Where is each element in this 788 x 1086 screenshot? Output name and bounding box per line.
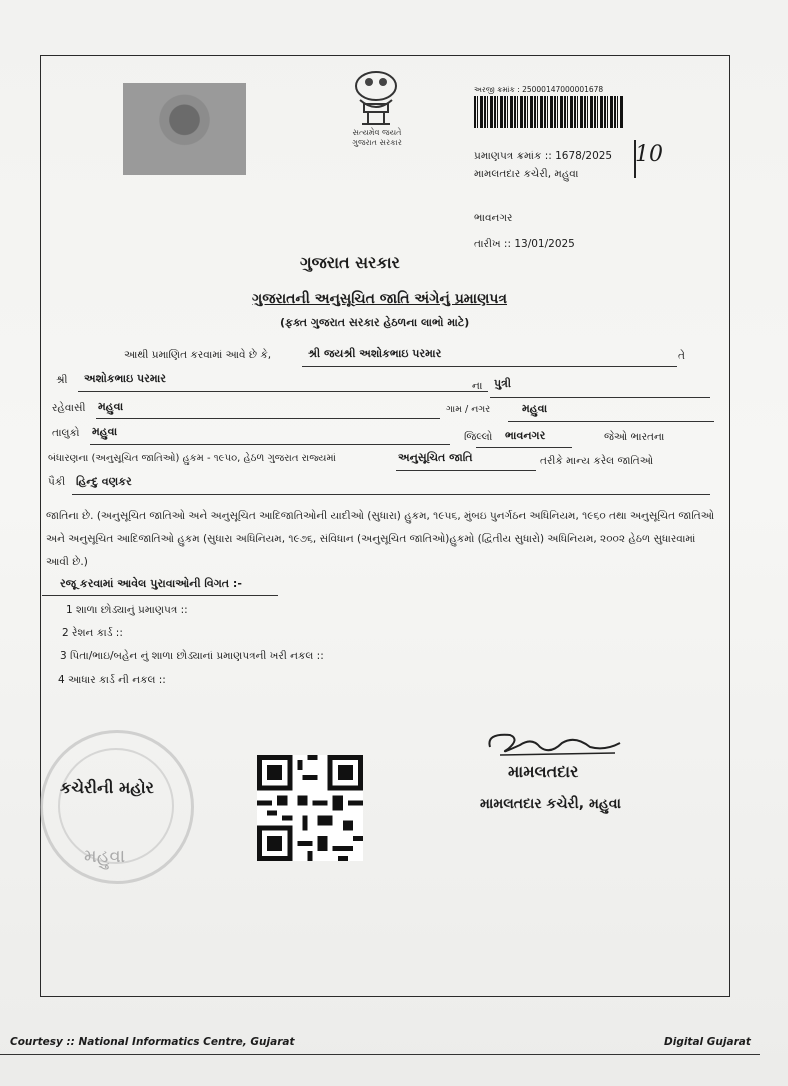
caste-underline [72,494,710,495]
resident-label: રહેવાસી [52,402,86,414]
document-item-1: 1 શાળા છોડ્યાનું પ્રમાણપત્ર :: [66,604,188,616]
category-underline [396,470,536,471]
barcode [474,96,624,128]
resident-underline [96,418,440,419]
issuing-office: મામલતદાર કચેરી, મહુવા [474,168,579,180]
name-underline [302,366,677,367]
shri-label: શ્રી [56,374,68,386]
constitution-text: બંધારણના (અનુસૂચિત જાતિઓ) હુકમ - ૧૯૫૦, હેઠળ ગુજરાત રાજ્યમાં [48,453,336,464]
caste-value: હિન્દુ વણકર [76,475,132,488]
footer-courtesy: Courtesy :: National Informatics Centre, Gujarat [10,1036,295,1048]
legal-paragraph: જાતિના છે. (અનુસૂચિત જાતિઓ અને અનુસૂચિત આદિજાતિઓની યાદીઓ (સુધારા) હુકમ, ૧૯૫૬, મુંબઇ પુનર્ગઠન અધિનિયમ, ૧૯૬૦ તથા અનુસૂચિત જાતિઓ અને અનુસૂચિત આદિજાતિઓ હુકમ (સુધારા અધિનિયમ, ૧૯૭૬, સંવિધાન (અનુસૂચિત જાતિઓ)હુકમો (દ્વિતીય સુધારો) અધિનિયમ, ૨૦૦૨ હેઠળ સુધારવામાં આવી છે.) [46,510,715,568]
emblem-motto: સત્યમેવ જયતે [352,128,402,137]
application-number: અરજી ક્રમાંક : 25000147000001678 [474,85,604,94]
na-label: ના [472,380,483,392]
emblem-government: ગુજરાત સરકાર [352,138,402,147]
te-label: તે [678,350,685,362]
certificate-title: ગુજરાતની અનુસૂચિત જાતિ અંગેનું પ્રમાણપત્ર [252,291,508,307]
documents-heading-underline [42,595,278,596]
who-india-label: જેઓ ભારતના [604,431,665,443]
district-label: જિલ્લો [464,431,493,443]
taluka-underline [90,444,450,445]
issue-date: તારીખ :: 13/01/2025 [474,238,575,250]
applicant-name: શ્રી જયશ્રી અશોકભાઇ પરમાર [308,347,442,360]
father-underline [78,391,488,392]
document-item-3: 3 પિતા/ભાઇ/બહેન નું શાળા છોડ્યાનાં પ્રમાણપત્રની ખરી નકલ :: [60,650,324,662]
taluka-label: તાલુકો [52,427,80,439]
certificate-number: પ્રમાણપત્ર ક્રમાંક :: 1678/2025 [474,150,613,162]
signatory-title: મામલતદાર [508,762,579,781]
signature-icon [480,725,630,765]
village-value: મહુવા [522,402,548,415]
district-value: ભાવનગર [505,429,546,442]
relation-underline [490,397,710,398]
signatory-office: મામલતદાર કચેરી, મહુવા [480,796,621,812]
issuing-city: ભાવનગર [474,212,513,224]
village-label: ગામ / નગર [446,404,491,415]
page-title: ગુજરાત સરકાર [300,253,400,272]
emblem-caption [332,128,422,148]
paiki-label: પૈકી [48,476,66,488]
document-item-2: 2 રેશન કાર્ડ :: [62,627,123,639]
relation: પુત્રી [494,377,512,390]
certificate-note: (ફક્ત ગુજરાત સરકાર હેઠળના લાભો માટે) [280,316,470,329]
applicant-photo [123,83,246,175]
documents-heading: રજૂ કરવામાં આવેલ પુરાવાઓની વિગત :- [60,577,242,590]
footer-brand: Digital Gujarat [664,1036,751,1048]
recognized-label: તરીકે માન્ય કરેલ જાતિઓ [540,455,654,467]
father-name: અશોકભાઇ પરમાર [84,372,166,385]
category-value: અનુસૂચિત જાતિ [398,451,473,464]
resident-value: મહુવા [98,400,124,413]
district-underline [476,447,572,448]
footer-rule [0,1054,760,1055]
seal-text: મહુવા [84,846,126,867]
seal-label: કચેરીની મહોર [60,778,154,797]
taluka-value: મહુવા [92,425,118,438]
document-item-4: 4 આધાર કાર્ડ ની નકલ :: [58,674,166,686]
village-underline [508,421,714,422]
qr-code [257,755,363,861]
handwritten-number: 10 [635,142,663,167]
certify-prefix: આથી પ્રમાણિત કરવામાં આવે છે કે, [124,349,272,361]
